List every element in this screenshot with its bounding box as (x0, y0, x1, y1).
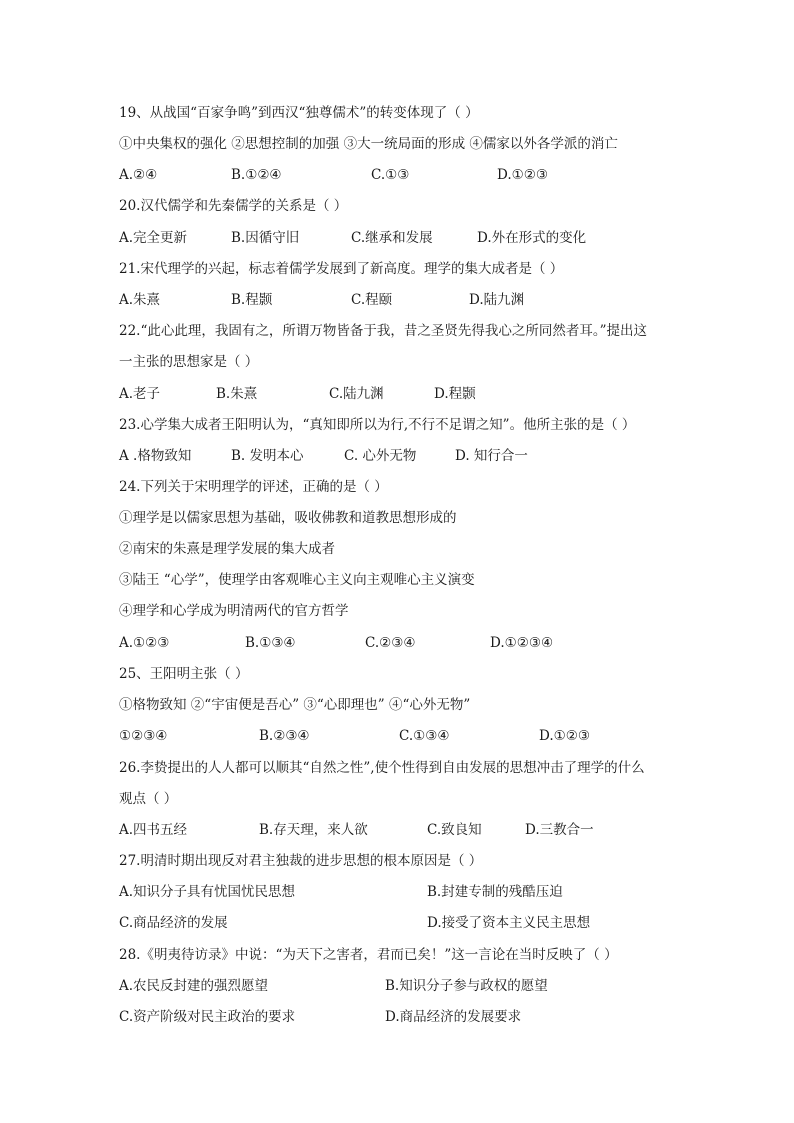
question-22-stem-line-2: 一主张的思想家是（ ） (119, 354, 259, 370)
question-19-option-c: C.①③ (371, 167, 410, 183)
question-21-option-b: B.程颢 (231, 292, 273, 308)
question-22-option-a: A.老子 (119, 386, 161, 402)
question-23-option-a: A .格物致知 (119, 448, 192, 464)
question-26-stem-line-2: 观点（ ） (119, 791, 178, 807)
question-24-option-c: C.②③④ (365, 635, 416, 651)
question-27-option-a: A.知识分子具有忧国忧民思想 (119, 884, 296, 900)
question-25-option-c: C.①③④ (399, 728, 450, 744)
question-21-option-a: A.朱熹 (119, 292, 161, 308)
question-22-stem-line-1: 22.“此心此理，我固有之，所谓万物皆备于我，昔之圣贤先得我心之所同然者耳。”提出这 (119, 323, 648, 339)
question-27-option-d: D.接受了资本主义民主思想 (427, 915, 591, 931)
question-23-stem: 23.心学集大成者王阳明认为，“真知即所以为行,不行不足谓之知”。他所主张的是（ ） (119, 417, 636, 433)
question-28-option-d: D.商品经济的发展要求 (385, 1009, 522, 1025)
question-27-option-c: C.商品经济的发展 (119, 915, 228, 931)
question-25-stem: 25、王阳明主张（ ） (119, 666, 249, 682)
question-20-stem: 20.汉代儒学和先秦儒学的关系是（ ） (119, 198, 348, 214)
question-28-option-b: B.知识分子参与政权的愿望 (385, 978, 548, 994)
question-25-option-a: ①②③④ (119, 728, 168, 744)
question-24-option-d: D.①②③④ (490, 635, 554, 651)
question-26-option-d: D.三教合一 (525, 822, 594, 838)
question-23-option-d: D. 知行合一 (455, 448, 528, 464)
question-20-option-c: C.继承和发展 (351, 230, 433, 246)
question-28-option-a: A.农民反封建的强烈愿望 (119, 978, 269, 994)
question-24-item-1: ①理学是以儒家思想为基础，吸收佛教和道教思想形成的 (119, 510, 457, 526)
question-26-option-a: A.四书五经 (119, 822, 188, 838)
question-27-stem: 27.明清时期出现反对君主独裁的进步思想的根本原因是（ ） (119, 853, 483, 869)
question-28-option-c: C.资产阶级对民主政治的要求 (119, 1009, 296, 1025)
question-19-stem: 19、从战国“百家争鸣”到西汉“独尊儒术”的转变体现了（ ） (119, 105, 479, 121)
question-26-option-c: C.致良知 (427, 822, 482, 838)
question-24-item-3: ③陆王 “心学”，使理学由客观唯心主义向主观唯心主义演变 (119, 572, 475, 588)
question-21-option-c: C.程颐 (351, 292, 393, 308)
question-26-option-b: B.存天理，来人欲 (259, 822, 368, 838)
question-25-items: ①格物致知 ②“宇宙便是吾心” ③“心即理也” ④“心外无物” (119, 697, 471, 713)
question-20-option-b: B.因循守旧 (231, 230, 300, 246)
question-25-option-d: D.①②③ (539, 728, 590, 744)
question-19-option-d: D.①②③ (497, 167, 548, 183)
question-24-option-b: B.①③④ (245, 635, 296, 651)
question-22-option-c: C.陆九渊 (329, 386, 384, 402)
question-28-stem: 28.《明夷待访录》中说：“为天下之害者，君而已矣！”这一言论在当时反映了（ ） (119, 947, 618, 963)
question-24-item-2: ②南宋的朱熹是理学发展的集大成者 (119, 541, 335, 557)
question-19-items: ①中央集权的强化 ②思想控制的加强 ③大一统局面的形成 ④儒家以外各学派的消亡 (119, 136, 618, 152)
question-22-option-d: D.程颢 (434, 386, 476, 402)
question-24-item-4: ④理学和心学成为明清两代的官方哲学 (119, 603, 349, 619)
question-19-option-b: B.①②④ (231, 167, 282, 183)
question-20-option-d: D.外在形式的变化 (477, 230, 587, 246)
question-20-option-a: A.完全更新 (119, 230, 188, 246)
question-21-option-d: D.陆九渊 (469, 292, 525, 308)
question-27-option-b: B.封建专制的残酷压迫 (427, 884, 563, 900)
question-26-stem-line-1: 26.李贽提出的人人都可以顺其“自然之性”,使个性得到自由发展的思想冲击了理学的什么 (119, 760, 645, 776)
question-19-option-a: A.②④ (119, 167, 158, 183)
question-22-option-b: B.朱熹 (216, 386, 258, 402)
question-23-option-b: B. 发明本心 (231, 448, 304, 464)
question-24-stem: 24.下列关于宋明理学的评述，正确的是（ ） (119, 479, 388, 495)
question-24-option-a: A.①②③ (119, 635, 170, 651)
question-23-option-c: C. 心外无物 (344, 448, 417, 464)
question-25-option-b: B.②③④ (259, 728, 310, 744)
question-21-stem: 21.宋代理学的兴起，标志着儒学发展到了新高度。理学的集大成者是（ ） (119, 261, 564, 277)
